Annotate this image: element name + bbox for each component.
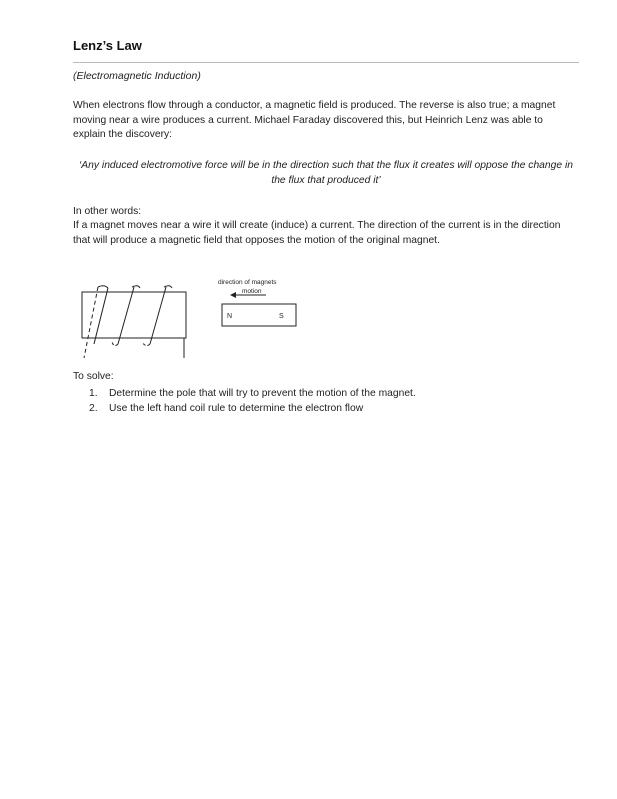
explanation-paragraph: If a magnet moves near a wire it will create (induce) a current. The direction of the current is in the direction that will produce a magnetic field that opposes the motion of the original magnet. (73, 220, 561, 246)
motion-label-line2: motion (242, 288, 262, 295)
lenz-quote: ‘Any induced electromotive force will be in the direction such that the flux it creates will oppose the change in the flux that produced it’ (79, 160, 573, 186)
magnet-north-label: N (227, 313, 233, 320)
coil-magnet-diagram (72, 272, 312, 364)
motion-label-line1: direction of magnets (218, 279, 277, 286)
step-text: Determine the pole that will try to prevent the motion of the magnet. (109, 388, 416, 399)
step-item (73, 401, 416, 416)
subtitle: (Electromagnetic Induction) (73, 70, 201, 82)
title-divider (73, 62, 579, 63)
solution-steps (73, 386, 416, 416)
step-number: 1. (89, 388, 98, 399)
to-solve-label: To solve: (73, 371, 114, 382)
step-number: 2. (89, 403, 98, 414)
step-item (73, 386, 416, 401)
magnet-south-label: S (279, 313, 284, 320)
intro-paragraph: When electrons flow through a conductor, a magnetic field is produced. The reverse is also true; a magnet moving near a wire produces a current. Michael Faraday discovered this, but Heinrich Lenz was able to explain the discovery: (73, 100, 556, 140)
bar-magnet (222, 304, 296, 326)
coil-windings (84, 286, 184, 358)
other-words-label: In other words: (73, 206, 142, 217)
page-title: Lenz’s Law (73, 38, 142, 53)
step-text: Use the left hand coil rule to determine the electron flow (109, 403, 364, 414)
